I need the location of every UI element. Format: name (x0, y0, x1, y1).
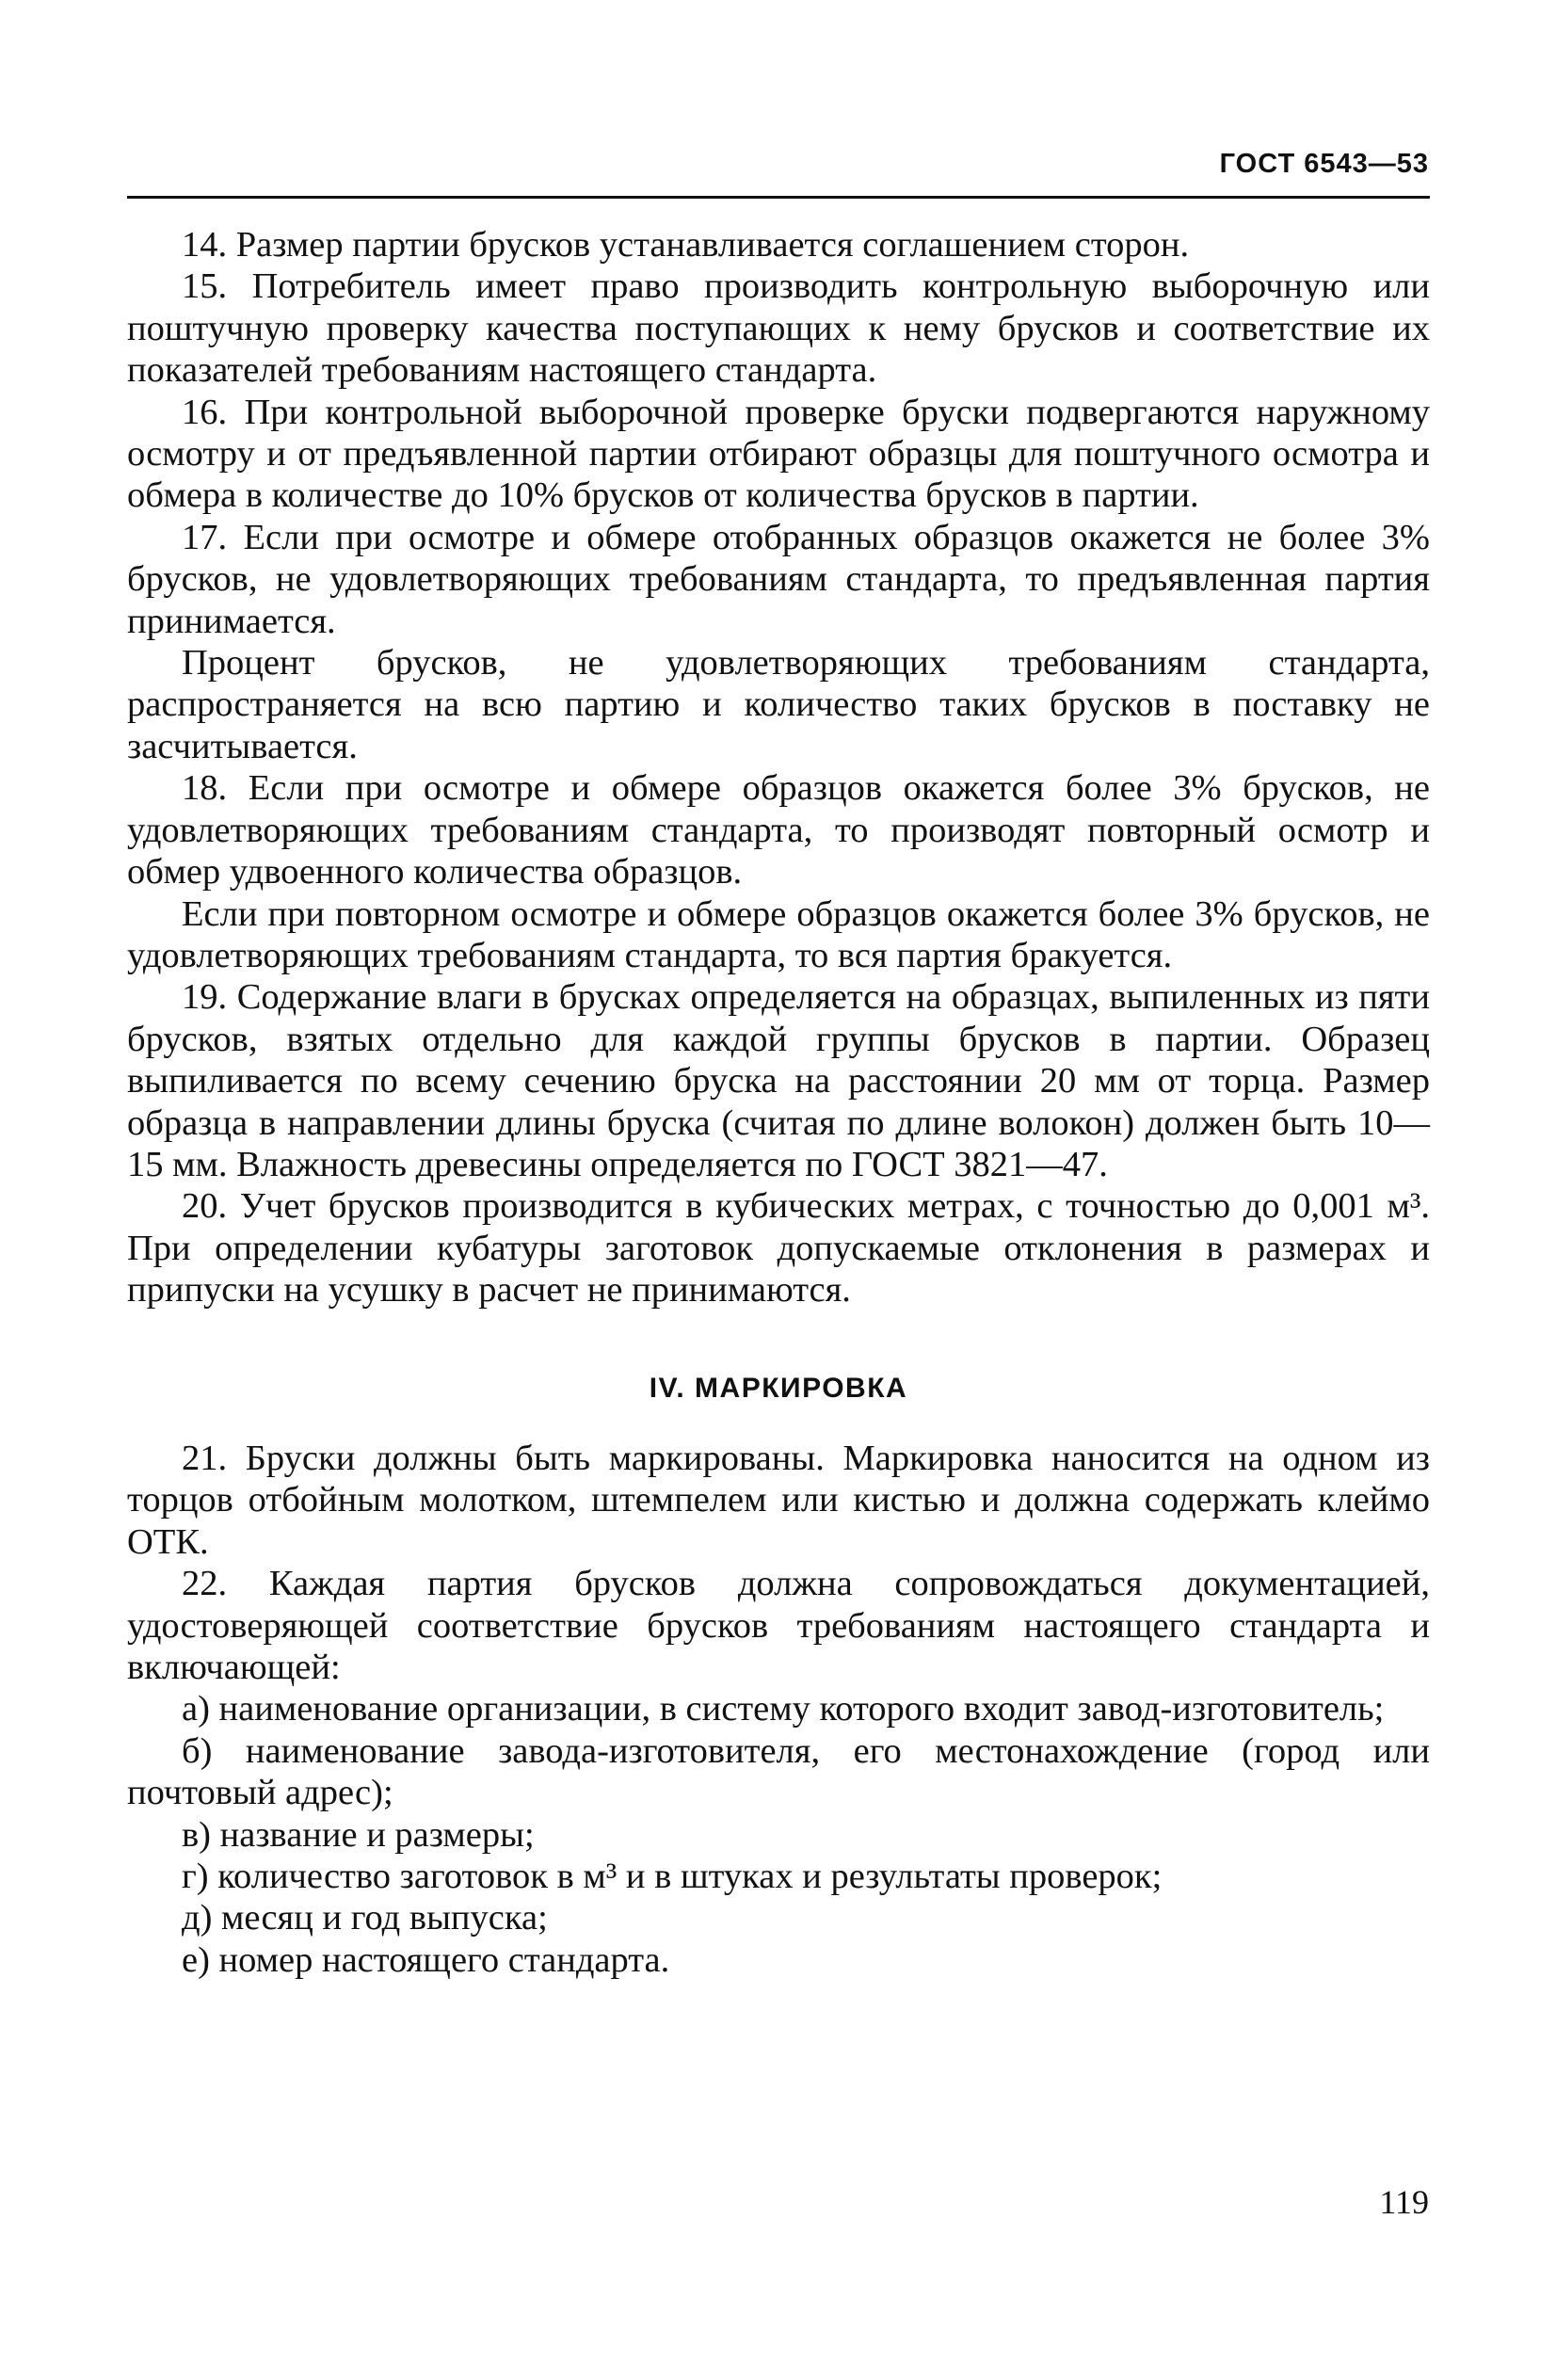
list-item-b: б) наименование завода-изготовителя, его местонахождение (город или почтовый адрес); (127, 1730, 1430, 1813)
paragraph-17-continued: Процент брусков, не удовлетворяющих требованиям стандарта, распространяется на всю партию и количество таких брусков в поставку не засчитывается. (127, 643, 1430, 766)
list-item-a: а) наименование организации, в систему которого входит завод-изготовитель; (182, 1689, 1385, 1729)
section-heading: IV. МАРКИРОВКА (649, 1372, 908, 1404)
paragraph-18-continued: Если при повторном осмотре и обмере образцов окажется более 3% брусков, не удовлетворяющих требованиям стандарта, то вся партия бракуется. (127, 893, 1430, 975)
list-item-e: е) номер настоящего стандарта. (182, 1939, 670, 1980)
paragraph-18: 18. Если при осмотре и обмере образцов окажется более 3% брусков, не удовлетворяющих требованиям стандарта, то производят повторный осмотр и обмер удвоенного количества образцов. (127, 768, 1430, 892)
paragraph-19: 19. Содержание влаги в брусках определяется на образцах, выпиленных из пяти брусков, взятых отдельно для каждой группы брусков в партии. Образец выпиливается по всему сечению бруска на расстоянии 20 мм от торца. Размер образца в направлении длины бруска (считая по длине волокон) должен быть 10—15 мм. Влажность древесины определяется по ГОСТ 3821—47. (127, 977, 1430, 1184)
paragraph-15: 15. Потребитель имеет право производить контрольную выборочную или поштучную проверку качества поступающих к нему брусков и соответствие их показателей требованиям настоящего стандарта. (127, 266, 1430, 391)
document-body (127, 224, 1430, 1981)
header-rule (127, 196, 1430, 199)
standard-header: ГОСТ 6543—53 (1219, 149, 1429, 179)
paragraph-21: 21. Бруски должны быть маркированы. Маркировка наносится на одном из торцов отбойным молотком, штемпелем или кистью и должна содержать клеймо ОТК. (127, 1438, 1430, 1562)
paragraph-20: 20. Учет брусков производится в кубических метрах, с точностью до 0,001 м³. При определении кубатуры заготовок допускаемые отклонения в размерах и припуски на усушку в расчет не принимаются. (127, 1186, 1430, 1311)
paragraph-22: 22. Каждая партия брусков должна сопровождаться документацией, удостоверяющей соответствие брусков требованиям настоящего стандарта и включающей: (127, 1564, 1430, 1687)
paragraph-14: 14. Размер партии брусков устанавливается соглашением сторон. (182, 225, 1190, 265)
list-item-v: в) название и размеры; (182, 1814, 535, 1855)
list-item-d: д) месяц и год выпуска; (182, 1898, 548, 1938)
list-item-g: г) количество заготовок в м³ и в штуках и результаты проверок; (182, 1857, 1163, 1897)
paragraph-16: 16. При контрольной выборочной проверке бруски подвергаются наружному осмотру и от предъявленной партии отбирают образцы для поштучного осмотра и обмера в количестве до 10% брусков от количества брусков в партии. (127, 392, 1430, 516)
page-number: 119 (1379, 2183, 1429, 2221)
paragraph-17: 17. Если при осмотре и обмере отобранных образцов окажется не более 3% брусков, не удовлетворяющих требованиям стандарта, то предъявленная партия принимается. (127, 517, 1430, 641)
